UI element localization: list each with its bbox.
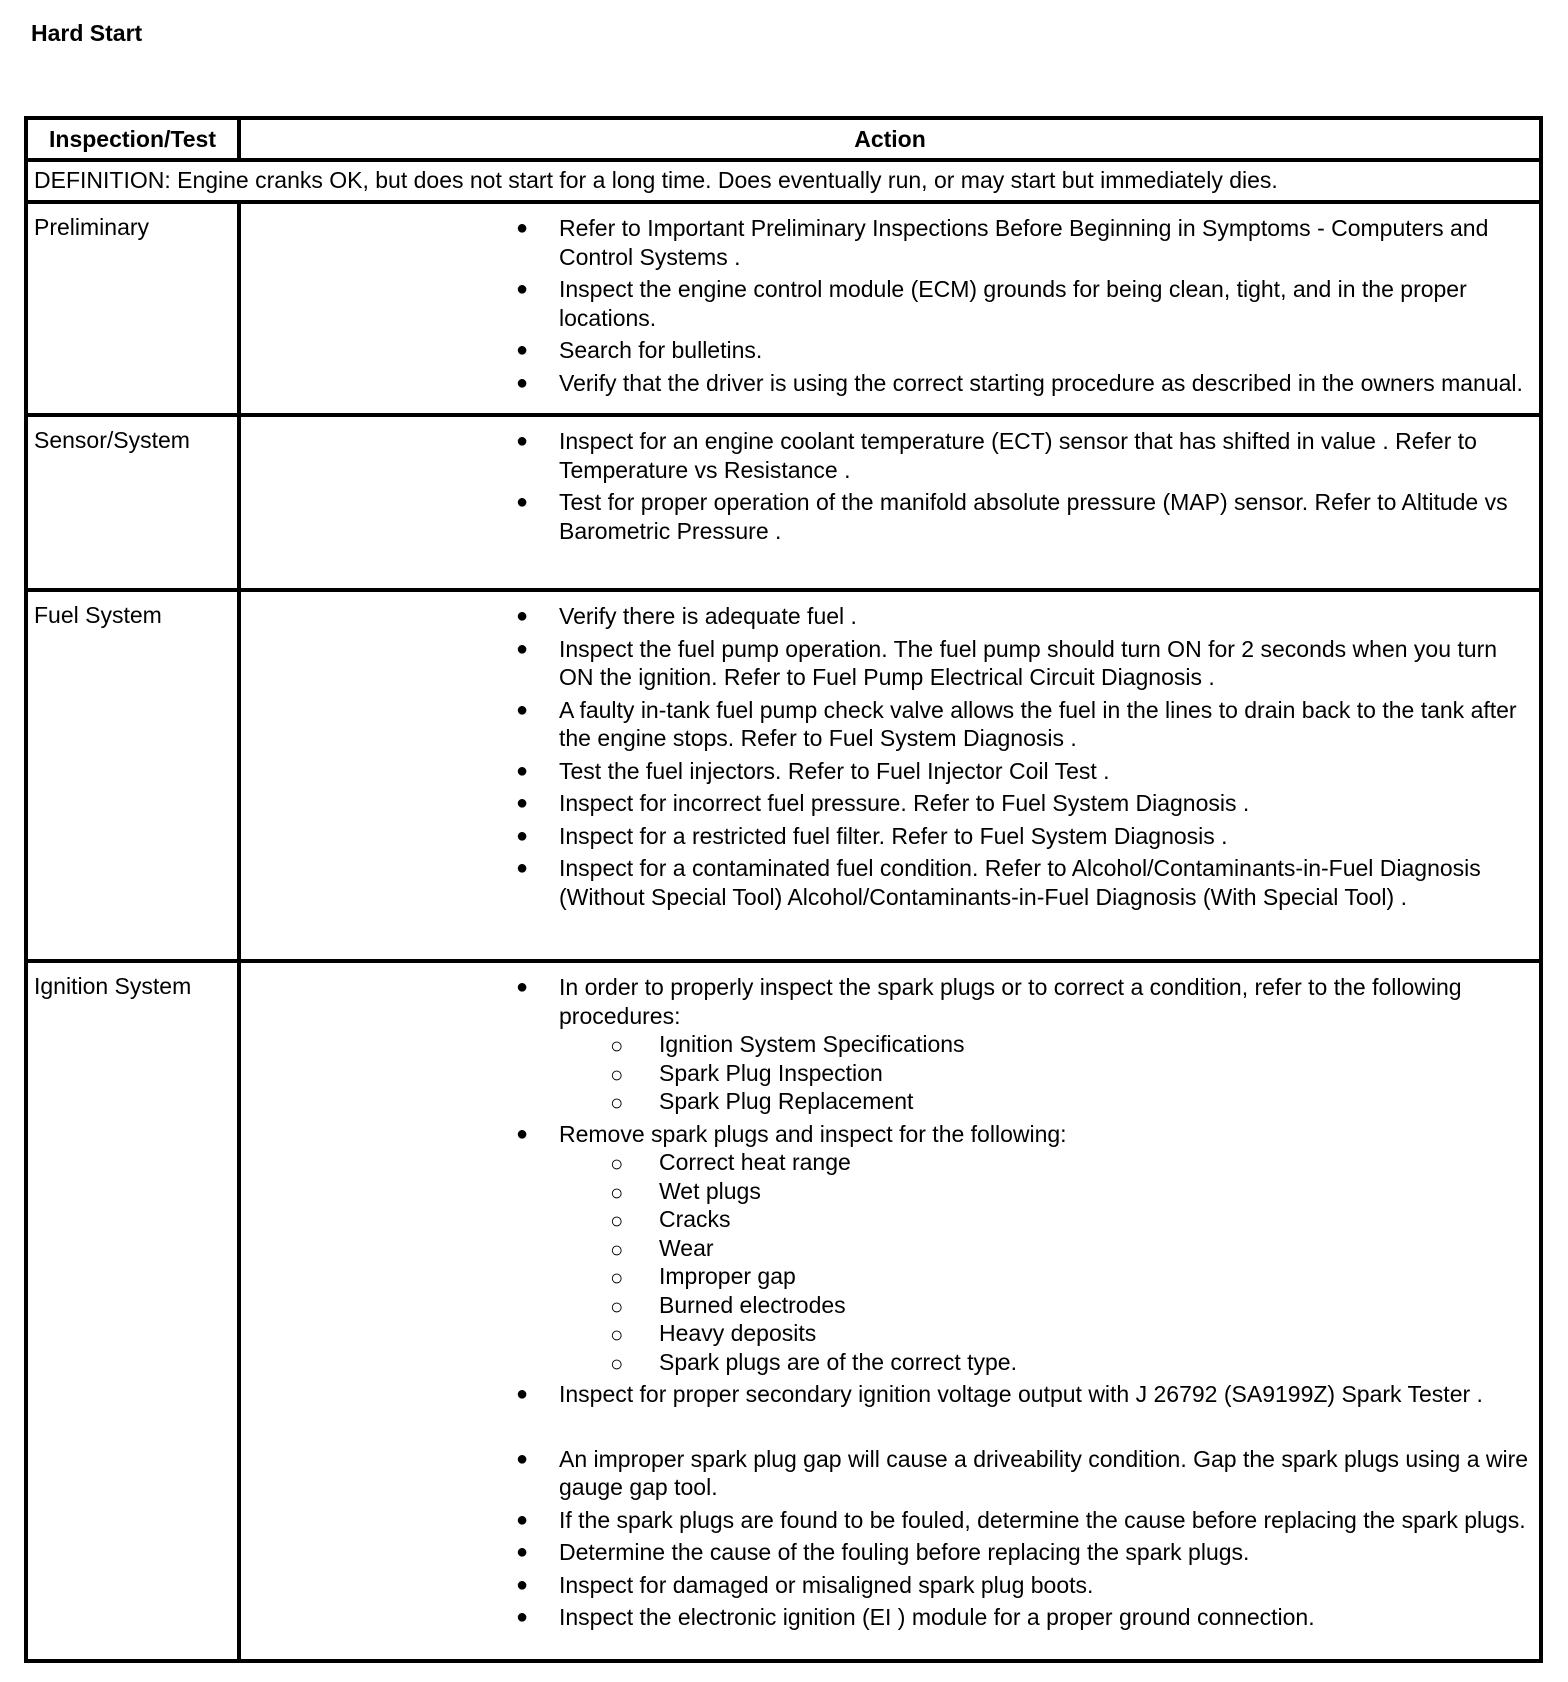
list-item: ● If the spark plugs are found to be fouled, determine the cause before replacing the spark plugs.	[516, 1506, 1526, 1533]
list-item: ● Inspect for incorrect fuel pressure. Refer to Fuel System Diagnosis .	[516, 790, 1250, 816]
row-actions	[239, 590, 1541, 961]
list-item: ● Verify there is adequate fuel .	[516, 603, 857, 629]
list-item: ● Inspect for proper secondary ignition voltage output with J 26792 (SA9199Z) Spark Tester .	[516, 1381, 1483, 1407]
definition-text: DEFINITION: Engine cranks OK, but does not start for a long time. Does eventually run, or may start but immediately dies.	[26, 160, 1541, 202]
list-item: ● A faulty in-tank fuel pump check valve allows the fuel in the lines to drain back to the tank after the engine stops. Refer to Fuel System Diagnosis .	[516, 696, 1517, 751]
list-item: ● Inspect for a restricted fuel filter. Refer to Fuel System Diagnosis .	[516, 822, 1228, 849]
sub-list-item: ○ Wear	[610, 1234, 714, 1262]
table-row	[26, 961, 1541, 1661]
list-item: ● Inspect the engine control module (ECM) grounds for being clean, tight, and in the proper locations.	[516, 276, 1467, 331]
list-item: ● Refer to Important Preliminary Inspections Before Beginning in Symptoms - Computers and Control Systems .	[516, 215, 1489, 270]
row-label-fuel-system: Fuel System	[26, 590, 239, 961]
table-row	[26, 590, 1541, 961]
list-item: ● Verify that the driver is using the correct starting procedure as described in the owners manual.	[516, 369, 1523, 396]
list-item: ● Inspect for a contaminated fuel condition. Refer to Alcohol/Contaminants-in-Fuel Diagnosis (Without Special Tool) Alcohol/Contaminants-in-Fuel Diagnosis (With Special Tool) .	[516, 855, 1481, 910]
list-item: ● Inspect the fuel pump operation. The fuel pump should turn ON for 2 seconds when you turn ON the ignition. Refer to Fuel Pump Electrical Circuit Diagnosis .	[516, 635, 1498, 690]
sub-list-item: ○ Cracks	[610, 1206, 731, 1233]
row-label-sensor-system: Sensor/System	[26, 415, 239, 590]
list-item: ● An improper spark plug gap will cause a driveability condition. Gap the spark plugs using a wire gauge gap tool.	[516, 1445, 1529, 1500]
list-item: ● Inspect for damaged or misaligned spark plug boots.	[516, 1571, 1094, 1598]
definition-row	[26, 160, 1541, 202]
list-item: ● Inspect the electronic ignition (EI ) module for a proper ground connection.	[516, 1604, 1315, 1630]
sub-list-item: ○ Burned electrodes	[610, 1291, 846, 1319]
sub-list-item: ○ Wet plugs	[610, 1177, 761, 1205]
row-label-preliminary: Preliminary	[26, 202, 239, 415]
list-item: ● In order to properly inspect the spark plugs or to correct a condition, refer to the following procedures: ○ Ignition System Specifications ○ Spark Plug Inspection ○ Spark Plug Replacement	[241, 973, 1529, 1116]
row-label-ignition-system: Ignition System	[26, 961, 239, 1661]
sub-list-item: ○ Spark Plug Inspection	[610, 1059, 883, 1087]
row-actions	[239, 961, 1541, 1661]
table-row	[26, 202, 1541, 415]
list-item: ● Test for proper operation of the manifold absolute pressure (MAP) sensor. Refer to Altitude vs Barometric Pressure .	[516, 489, 1508, 544]
list-item: ● Test the fuel injectors. Refer to Fuel Injector Coil Test .	[516, 757, 1110, 784]
table-row	[26, 415, 1541, 590]
sub-list-item: ○ Improper gap	[610, 1263, 796, 1290]
sub-list-item: ○ Correct heat range	[610, 1149, 851, 1176]
header-row	[26, 118, 1541, 160]
list-item: ● Remove spark plugs and inspect for the following: ○ Correct heat range ○ Wet plugs ○ Cracks ○ Wear ○ Improper gap ○ Burned electrodes ○ Heavy deposits ○ Spark plugs are of the correct type.	[241, 1120, 1529, 1377]
row-actions	[239, 202, 1541, 415]
sub-list-item: ○ Heavy deposits	[610, 1320, 817, 1347]
list-item: ● Determine the cause of the fouling before replacing the spark plugs.	[516, 1539, 1250, 1565]
page-title: Hard Start	[31, 20, 143, 46]
sub-list-item: ○ Spark plugs are of the correct type.	[610, 1348, 1017, 1376]
row-actions	[239, 415, 1541, 590]
column-header-action: Action	[239, 118, 1541, 160]
sub-list-item: ○ Ignition System Specifications	[610, 1031, 965, 1058]
list-item: ● Search for bulletins.	[516, 337, 763, 363]
column-header-inspection: Inspection/Test	[26, 118, 239, 160]
list-item: ● Inspect for an engine coolant temperature (ECT) sensor that has shifted in value . Refer to Temperature vs Resistance .	[516, 428, 1477, 483]
sub-list-item: ○ Spark Plug Replacement	[610, 1088, 914, 1115]
hard-start-table	[24, 116, 1543, 1663]
